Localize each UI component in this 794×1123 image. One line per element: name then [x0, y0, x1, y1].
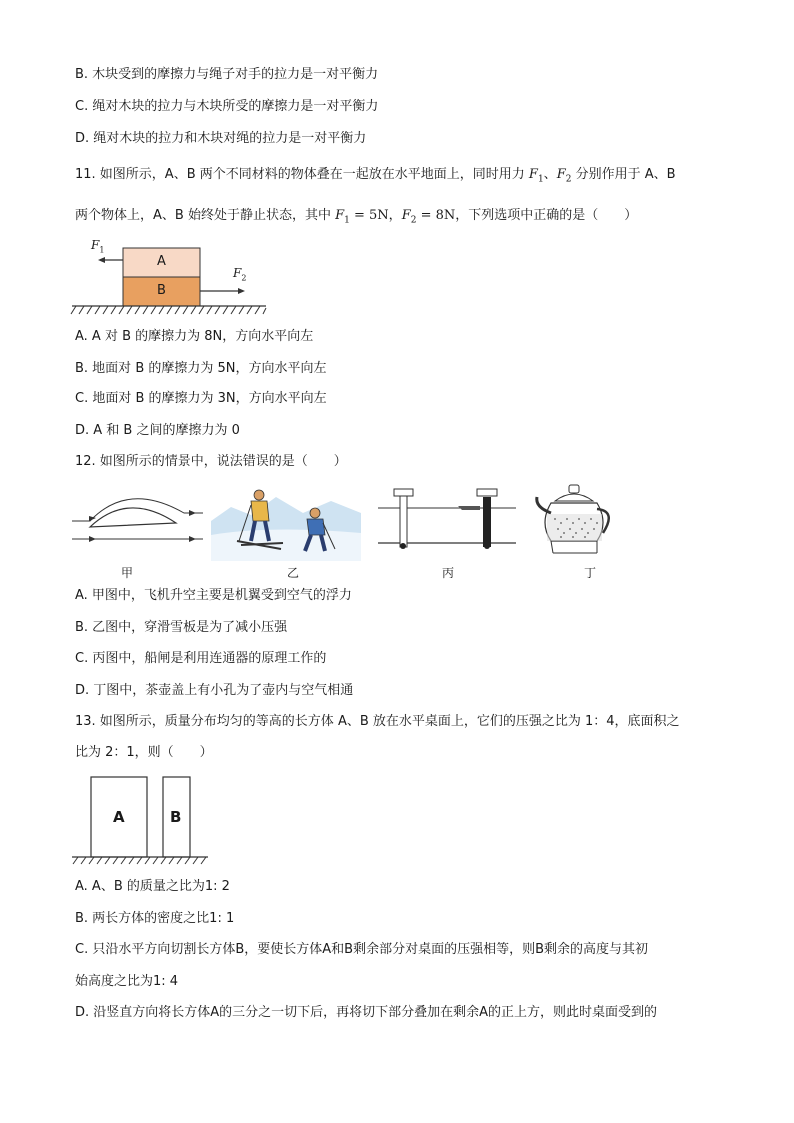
q11-option-c: C. 地面对 B 的摩擦力为 3N，方向水平向左 — [75, 391, 327, 406]
q11-sep: 、 — [543, 167, 557, 182]
ship-lock-figure — [376, 483, 521, 558]
force2-label: $F_2$ — [233, 266, 247, 283]
airfoil-figure — [68, 483, 208, 558]
q11-option-b: B. 地面对 B 的摩擦力为 5N，方向水平向左 — [75, 361, 327, 376]
caption-bing: 丙 — [442, 566, 455, 580]
q13-figure-svg — [70, 772, 215, 867]
q11-f1-symbol: $F_1$ — [528, 167, 544, 185]
caption-jia: 甲 — [121, 566, 134, 580]
caption-yi: 乙 — [287, 566, 300, 580]
snow-ground — [211, 529, 361, 561]
q13-option-c-line1: C. 只沿水平方向切割长方体B，要使长方体A和B剩余部分对桌面的压强相等，则B剩余的高度与其初 — [75, 942, 648, 957]
q12-stem: 12. 如图所示的情景中，说法错误的是（ ） — [75, 454, 347, 469]
teapot-water — [547, 514, 602, 541]
q11-stem-line1 — [75, 166, 676, 189]
q11-figure — [70, 236, 290, 326]
ground-hatch — [71, 306, 266, 314]
q11-f2-value: $F_2 = 8N$ — [401, 208, 456, 226]
q10-option-c: C. 绳对木块的拉力与木块所受的摩擦力是一对平衡力 — [75, 99, 379, 114]
q11-option-a: A. A 对 B 的摩擦力为 8N，方向水平向左 — [75, 329, 314, 344]
q13-option-b: B. 两长方体的密度之比1: 1 — [75, 911, 235, 926]
force1-label: $F_1$ — [91, 238, 105, 255]
q11-option-d: D. A 和 B 之间的摩擦力为 0 — [75, 423, 240, 438]
q11-stem-text-a: 11. 如图所示，A、B 两个不同材料的物体叠在一起放在水平地面上，同时用力 — [75, 167, 525, 182]
table-hatch — [73, 857, 206, 864]
q13-option-d-line1: D. 沿竖直方向将长方体A的三分之一切下后，再将切下部分叠加在剩余A的正上方，则此时桌面受到的 — [75, 1005, 658, 1020]
q12-option-b: B. 乙图中，穿滑雪板是为了减小压强 — [75, 620, 288, 635]
q12-option-c: C. 丙图中，船闸是利用连通器的原理工作的 — [75, 651, 327, 666]
lid-knob — [569, 485, 579, 493]
q11-stem-line2: 两个物体上，A、B 始终处于静止状态，其中 $F_1 = 5N$，$F_2 = 8N$，下列选项中正确的是（ ） — [75, 208, 638, 226]
teapot-lid — [555, 494, 593, 501]
block-b-label: B — [157, 283, 166, 298]
teapot-figure — [531, 483, 626, 561]
q13-stem-line2: 比为 2：1，则（ ） — [75, 745, 213, 760]
teapot-spout — [537, 497, 551, 513]
wing-profile — [90, 508, 176, 527]
q12-figures — [68, 483, 638, 583]
q11-stem-text-c: 两个物体上，A、B 始终处于静止状态，其中 — [75, 208, 331, 223]
q13-stem-line1: 13. 如图所示，质量分布均匀的等高的长方体 A、B 放在水平桌面上，它们的压强之比为 1：4，底面积之 — [75, 714, 680, 729]
q12-option-d: D. 丁图中，茶壶盖上有小孔为了壶内与空气相通 — [75, 683, 354, 698]
q11-f2-symbol: $F_2$ — [556, 167, 572, 185]
q11-f1-value: $F_1 = 5N$ — [335, 208, 389, 226]
block-a-label: A — [113, 808, 125, 826]
q13-figure — [70, 772, 215, 867]
boat — [458, 506, 480, 510]
force1-arrowhead — [98, 257, 105, 263]
q11-stem-text-b: 分别作用于 A、B — [575, 167, 676, 182]
skiers-figure — [211, 483, 361, 561]
gate-right — [483, 497, 491, 547]
block-b-label: B — [170, 808, 182, 826]
gate-left — [400, 495, 407, 547]
q13-option-a: A. A、B 的质量之比为1: 2 — [75, 879, 230, 894]
q10-option-d: D. 绳对木块的拉力和木块对绳的拉力是一对平衡力 — [75, 131, 367, 146]
block-a-label: A — [157, 254, 166, 269]
q10-option-b: B. 木块受到的摩擦力与绳子对手的拉力是一对平衡力 — [75, 67, 379, 82]
q13-option-c-line2: 始高度之比为1: 4 — [75, 974, 179, 989]
q11-stem-text-d: ，下列选项中正确的是（ ） — [455, 208, 638, 223]
caption-ding: 丁 — [584, 566, 597, 580]
q12-option-a: A. 甲图中，飞机升空主要是机翼受到空气的浮力 — [75, 588, 352, 603]
force2-arrowhead — [238, 288, 245, 294]
